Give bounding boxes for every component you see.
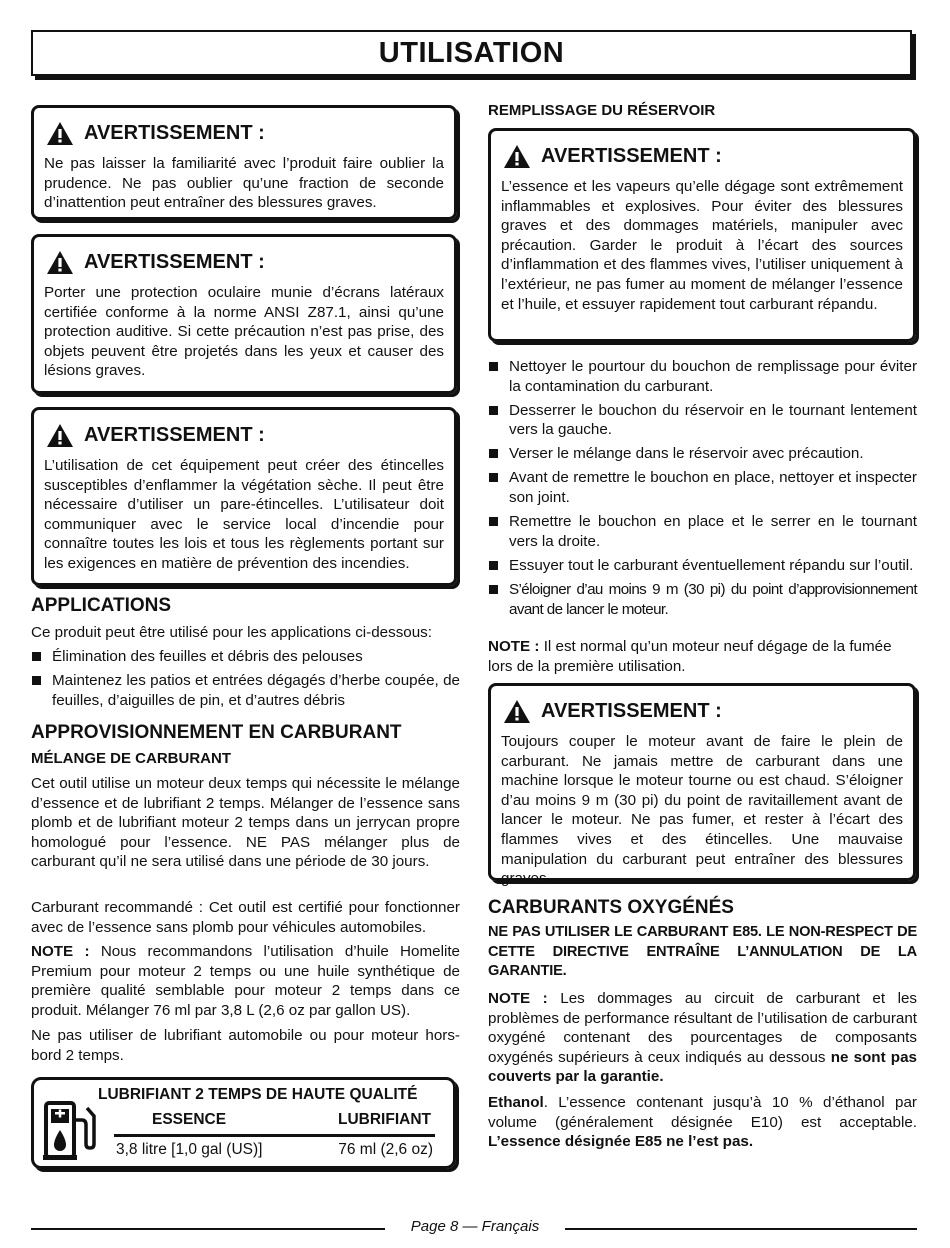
page-footer: Page 8 — Français [410, 1218, 540, 1235]
list-item: Verser le mélange dans le réservoir avec précaution. [488, 444, 917, 464]
no-automotive-oil-paragraph: Ne pas utiliser de lubrifiant automobile ou pour moteur hors-bord 2 temps. [31, 1027, 460, 1064]
ethanol-emphasis: L’essence désignée E85 ne l’est pas. [488, 1133, 754, 1151]
list-item: Élimination des feuilles et débris des pelouses [31, 647, 460, 667]
warning-text: Ne pas laisser la familiarité avec l’produit faire oublier la prudence. Ne pas oublier qu’une fraction de seconde d’inattention peut entraîner des blessures graves. [44, 155, 444, 212]
warning-text: L’utilisation de cet équipement peut créer des étincelles susceptibles d’enflammer la végétation sèche. Il peut être nécessaire d’utiliser un pare-étincelles. L’utilisateur doit communiquer avec le service local d’incendie pour connaître toutes les lois et tous les règlements portant sur les exigences en matière de prévention des incendies. [44, 457, 444, 572]
fuel-supply-heading: APPROVISIONNEMENT EN CARBURANT [31, 722, 402, 743]
list-item: S’éloigner d’au moins 9 m (30 pi) du point d’approvisionnement avant de lancer le moteur. [488, 580, 917, 619]
note-text: Il est normal qu’un moteur neuf dégage de la fumée lors de la première utilisation. [488, 638, 892, 675]
warning-label: AVERTISSEMENT : [84, 423, 265, 446]
warning-triangle-icon [46, 250, 74, 275]
warning-triangle-icon [503, 144, 531, 169]
fuel-mix-paragraph: Cet outil utilise un moteur deux temps qui nécessite le mélange d’essence et de lubrifiant 2 temps. Mélanger de l’essence sans plomb et de lubrifiant moteur 2 temps dans un jerrycan propre homologué pour l’essence. NE PAS mélanger plus de carburant qu’il ne sera utilisé dans une période de 30 jours. [31, 775, 460, 871]
oxygenated-note [488, 989, 917, 1087]
warning-box-fuel-vapors [488, 128, 916, 342]
warning-box-sparks [31, 407, 457, 586]
warning-triangle-icon [46, 423, 74, 448]
warning-header [44, 420, 444, 450]
warning-header [501, 141, 903, 171]
e85-warning: NE PAS UTILISER LE CARBURANT E85. LE NON-RESPECT DE CETTE DIRECTIVE ENTRAÎNE L’ANNULATION DE LA GARANTIE. [488, 924, 917, 980]
lubricant-ratio-box [31, 1077, 456, 1169]
page-title: UTILISATION [31, 30, 912, 76]
warning-box-eye-protection [31, 234, 457, 394]
ethanol-label: Ethanol [488, 1094, 544, 1111]
fuel-pump-icon [42, 1100, 98, 1162]
recommended-fuel-paragraph: Carburant recommandé : Cet outil est certifié pour fonctionner avec de l’essence sans plomb pour véhicules automobiles. [31, 899, 460, 936]
column-header-fuel: ESSENCE [152, 1111, 227, 1128]
column-header-lubricant: LUBRIFIANT [338, 1111, 431, 1128]
note-label: NOTE : [488, 638, 540, 655]
note-text: Nous recommandons l’utilisation d’huile Homelite Premium pour moteur 2 temps ou une huile synthétique de première qualité semblable pour moteur 2 temps dans ce produit. Mélanger 76 ml par 3,8 L (2,6 oz par gallon US). [31, 943, 460, 1019]
lubricant-quantity: 76 ml (2,6 oz) [338, 1141, 433, 1158]
fuel-quantity: 3,8 litre [1,0 gal (US)] [116, 1141, 263, 1158]
warning-label: AVERTISSEMENT : [541, 699, 722, 722]
tank-fill-steps [488, 357, 917, 624]
warning-triangle-icon [503, 699, 531, 724]
tank-fill-heading: REMPLISSAGE DU RÉSERVOIR [488, 102, 716, 119]
note-emphasis: ne sont pas couverts par la garantie. [488, 1048, 917, 1086]
ethanol-paragraph [488, 1093, 917, 1152]
tank-fill-note [488, 637, 917, 676]
applications-intro: Ce produit peut être utilisé pour les applications ci-dessous: [31, 624, 433, 641]
oxygenated-fuels-heading: CARBURANTS OXYGÉNÉS [488, 897, 734, 918]
warning-header [44, 247, 444, 277]
warning-label: AVERTISSEMENT : [541, 144, 722, 167]
note-label: NOTE : [488, 990, 548, 1007]
warning-box-familiarity [31, 105, 457, 220]
list-item: Avant de remettre le bouchon en place, nettoyer et inspecter son joint. [488, 468, 917, 507]
note-label: NOTE : [31, 943, 90, 960]
list-item: Desserrer le bouchon du réservoir en le tournant lentement vers la gauche. [488, 401, 917, 440]
mix-note-paragraph [31, 942, 460, 1020]
fuel-mix-heading: MÉLANGE DE CARBURANT [31, 750, 231, 767]
footer-rule-right [565, 1228, 917, 1230]
warning-label: AVERTISSEMENT : [84, 250, 265, 273]
note-text: Les dommages au circuit de carburant et les problèmes de performance résultant de l’utilisation de carburant oxygéné contenant des pourcentages de composants oxygénés supérieurs à ceux indiqués au dessous [488, 990, 918, 1066]
divider [114, 1134, 435, 1137]
warning-text: Toujours couper le moteur avant de faire le plein de carburant. Ne jamais mettre de carburant dans une machine lorsque le moteur tourne ou est chaud. S’éloigner d’au moins 9 m (30 pi) du point de ravitaillement avant de lancer le moteur. Ne pas fumer, et rester à l’écart des flammes vives et des étincelles. Une mauvaise manipulation du carburant peut entraîner des blessures graves. [501, 733, 903, 888]
ethanol-text: . L’essence contenant jusqu’à 10 % d’éthanol par volume (généralement désignée E10) est acceptable. [488, 1094, 917, 1131]
warning-text: Porter une protection oculaire munie d’écrans latéraux certifiée conforme à la norme ANSI Z87.1, ainsi qu’une protection auditive. Si cette précaution n’est pas prise, des objets peuvent être projetés dans les yeux et causer des lésions graves. [44, 284, 444, 380]
warning-label: AVERTISSEMENT : [84, 121, 265, 144]
warning-text: L’essence et les vapeurs qu’elle dégage sont extrêmement inflammables et explosives. Pour éviter des blessures graves et des dommages matériels, manipuler avec précaution. Garder le produit à l’écart des sources d’inflammation et des flammes vives, l’utiliser uniquement à l’extérieur, ne pas fumer au moment de mélanger l’essence et l’huile, et essuyer rapidement tout carburant répandu. [501, 178, 903, 313]
warning-triangle-icon [46, 121, 74, 146]
list-item: Nettoyer le pourtour du bouchon de remplissage pour éviter la contamination du carburant. [488, 357, 917, 396]
warning-header [501, 696, 903, 726]
applications-list [31, 647, 460, 715]
list-item: Remettre le bouchon en place et le serrer en le tournant vers la droite. [488, 512, 917, 551]
lubricant-title: LUBRIFIANT 2 TEMPS DE HAUTE QUALITÉ [98, 1086, 418, 1103]
applications-heading: APPLICATIONS [31, 595, 172, 616]
list-item: Maintenez les patios et entrées dégagés d’herbe coupée, de feuilles, d’aiguilles de pin, et d’autres débris [31, 671, 460, 710]
warning-box-refueling [488, 683, 916, 888]
list-item: Essuyer tout le carburant éventuellement répandu sur l’outil. [488, 556, 917, 576]
warning-header [44, 118, 444, 148]
